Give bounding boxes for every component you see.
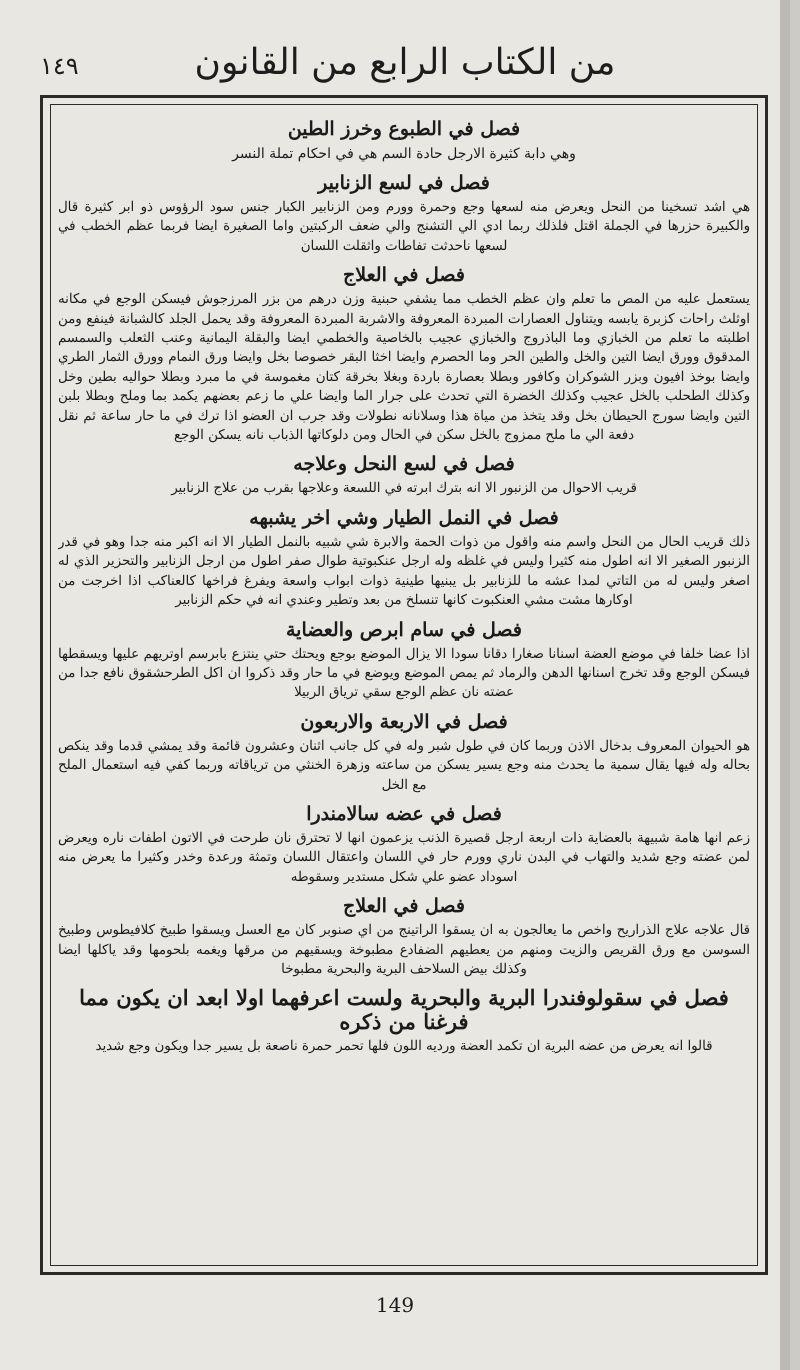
running-head-title: من الكتاب الرابع من القانون bbox=[194, 42, 616, 83]
section-paragraph: زعم انها هامة شبيهة بالعضاية ذات اربعة ارجل قصيرة الذنب يزعمون انها لا تحترق نان طرحت في الاتون اطفات ناره ويعرض لمن عضته وجع شديد والتهاب في البدن ناري وورم حار في اللسان واعتقال اللسان وتمثة ورعدة وخدر وكثيرا ما يعرض منه اسوداد عضو علي شكل مستدير وسقوطه bbox=[58, 830, 750, 885]
section-heading: فصل في العلاج bbox=[343, 895, 465, 918]
section-heading: فصل في النمل الطيار وشي اخر يشبهه bbox=[249, 506, 559, 529]
section-heading: فصل في سام ابرص والعضاية bbox=[286, 618, 522, 641]
section-heading: فصل في سقولوفندرا البرية والبحرية ولست اعرفهما اولا ابعد ان يكون مما فرغنا من ذكره bbox=[79, 985, 729, 1035]
section-heading: فصل في العلاج bbox=[343, 264, 465, 287]
folio-number: 149 bbox=[375, 1293, 415, 1317]
section-heading: فصل في عضه سالامندرا bbox=[306, 802, 502, 825]
section-paragraph: قالوا انه يعرض من عضه البرية ان تكمد العضة ورديه اللون فلها تحمر حمرة ناصعة بل يسير جدا ويكون وجع شديد bbox=[95, 1039, 713, 1055]
section-paragraph: وهي دابة كثيرة الارجل حادة السم هي في احكام تملة النسر bbox=[232, 146, 576, 162]
section-paragraph: اذا عضا خلفا في موضع العضة اسنانا صغارا دقانا سودا الا يزال الموضع بوجع ويحتك حتي ينتزع بابرسم اوتريهم عليها ويسقطها فيسكن الوجع وقد تخرج اسنانها الدهن والرماد ثم يمص الموضع ويوضع في ما حار وقد ذكروا ان اكل الطرحشقوق نافع جدا من عضته نان عظم الوجع سقي ترياق الربيلا bbox=[58, 646, 750, 701]
section-paragraph: هي اشد تسخينا من النحل ويعرض منه لسعها وجع وحمرة وورم ومن الزنابير الكبار جنس سود الرؤوس ذو ابر كثيرة قال والكبيرة حزرها في الجملة اقتل فلذلك ربما ادي الي التشنج والي ضعف الركبتين واما الصغيرة ايضا فربما عظم الخطب في لسعها ناحدثت تفاطات واثقلت اللسان bbox=[58, 200, 750, 254]
section-paragraph: هو الحيوان المعروف بدخال الاذن وربما كان في طول شبر وله في كل جانب اثنان وعشرون قائمة وقد يمشي قدما وقد ينكص بحاله وله فيها يقال سمية ما يحدث منه وجع يسير يسكن من ساعته وزهرة الخنثي من ترياقاته وربما كفي فيه استعمال الملح مع الخل bbox=[58, 738, 750, 793]
section-heading: فصل في الاربعة والاربعون bbox=[300, 710, 508, 733]
section-paragraph: قال علاجه علاج الذراريح واخص ما يعالجون به ان يسقوا الراتينج من اي صنوبر كان مع العسل ويسقوا طبيخ كلافيطوس وطبيخ السوسن مع ورق القريص والزيت ومنهم من يعطيهم الضفادع مطبوخة ويسقيهم من مرقها ويغمه بلحومها وقد ياكلها ايضا وكذلك بيض السلاحف البرية والبحرية مطبوخا bbox=[58, 923, 750, 977]
running-head bbox=[40, 38, 770, 94]
section-heading: فصل في لسع الزنابير bbox=[318, 172, 490, 194]
text-block bbox=[58, 110, 750, 1264]
book-spine-shadow bbox=[780, 0, 790, 1370]
running-head-page-number: ١٤٩ bbox=[40, 52, 79, 80]
section-paragraph: قريب الاحوال من الزنبور الا انه بترك ابرته في اللسعة وعلاجها بقرب من علاج الزنابير bbox=[171, 481, 637, 497]
section-paragraph: يستعمل عليه من المص ما تعلم وان عظم الخطب مما يشفي حبنية وزن درهم من بزر المرزجوش فيسكن الوجع في مكانه اوثلث راحات كزبرة يابسه ويتناول العصارات المبردة المعروفة والاشربة المبردة المعروفة وقد يحمل الجلد كالشبانة فينفع ومن اطلبته ما تعلم من الخبازي وما الباذروج والخبازي عجيب بالخاصية والخطمي ايضا والبقلة اليمانية وعنب الثعلب والسمسم المدقوق وورق ايضا التين والخل والطين الحر وما الحصرم وايضا اخثا البقر خصوصا بخل وايضا ورق النمام وورق الثمار الطري وايضا بوخذ افيون وبزر الشوكران وكافور وبطلا بعصارة باردة وبغلا بخرقة كتان مغموسة في ما مبرد وبطلا حواليه بطين وخل وكذلك الطحلب بالخل عجيب وكذلك الخضرة التي تحدث على جرار الما وايضا علي ما زعم بعضهم يكمد بما وملح وبطلا بلبن التين وايضا سورج الحيطان بخل وقد يتخذ من مياة هذا وسلانانه نطولات وقد جرب ان العضو اذا ترك في ما حار ساعة ثم نقل دفعة الي ما ملح ممزوج بالخل سكن في الحال ومن دلوكاتها الذباب نانه يسكن الوجع bbox=[58, 292, 750, 444]
section-heading: فصل في لسع النحل وعلاجه bbox=[293, 453, 515, 476]
section-heading: فصل في الطبوع وخرز الطين bbox=[287, 118, 521, 140]
section-paragraph: ذلك قريب الحال من النحل واسم منه واقول من ذوات الحمة والابرة شي شبيه بالنمل الطيار الا انه اكبر منه جدا وهو في قدر الزنبور الصغير الا انه اطول منه كثيرا وليس في غلظه وله ارجل عنكبوتية طوال صفر اطول من ارجل الزنابير والتحزير الذي له اصغر وليس له من التاتي لمدا عشه ما للزنابير بل يبنيها طينية ذوات ابواب واسعة ويفرغ فراخها كالعناكب اذا اخرجت من اوكارها مشت مشي العنكبوت كانها تنسلخ من بعد وتطير وعندي انه في حكم الزنابير bbox=[58, 534, 750, 609]
